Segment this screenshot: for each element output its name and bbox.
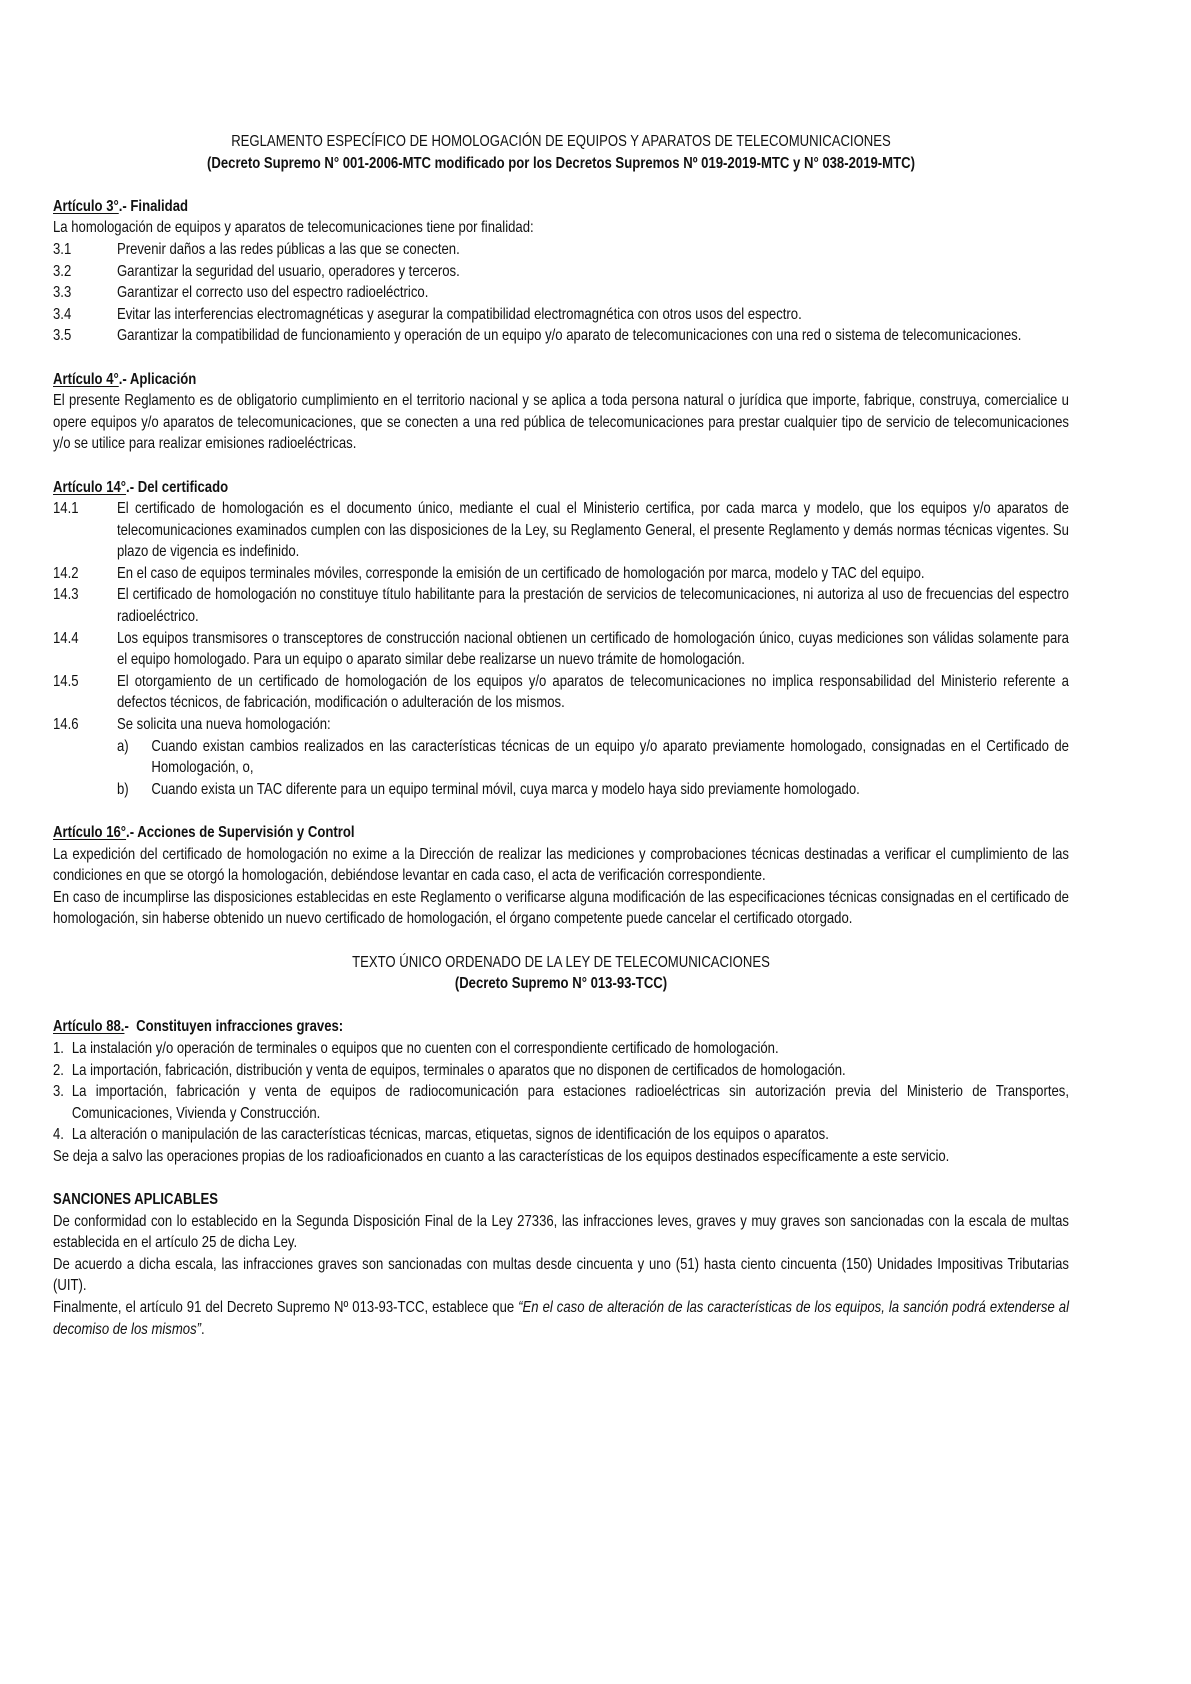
sanciones-section — [53, 1189, 1069, 1340]
article-14-title: .- Del certificado — [126, 478, 229, 496]
item-text: El certificado de homologación es el documento único, mediante el cual el Ministerio certifica, por cada marca y modelo, que los equipos y/o aparatos de telecomunicaciones examinados cumplen con las disposiciones de la Ley, su Reglamento General, el presente Reglamento y demás normas técnicas vigentes. Su plazo de vigencia es indefinido. — [116, 500, 1069, 561]
list-item — [53, 498, 1069, 563]
item-number: 14.3 — [53, 586, 79, 604]
list-item — [53, 261, 1069, 283]
article-16-paragraph-1: La expedición del certificado de homologación no exime a la Dirección de realizar las mediciones y comprobaciones técnicas destinadas a verificar el cumplimiento de las condiciones en que se otorgó la homologación, debiéndose levantar en cada caso, el acta de verificación correspondiente. — [53, 845, 1069, 885]
list-item — [53, 282, 1069, 304]
title-reglamento — [53, 131, 1069, 174]
item-number: 3.3 — [53, 284, 72, 302]
list-item — [53, 325, 1069, 347]
item-number: 3.5 — [53, 327, 72, 345]
sanciones-paragraph-1: De conformidad con lo establecido en la Segunda Disposición Final de la Ley 27336, las infracciones leves, graves y muy graves son sancionadas con la escala de multas establecida en el artículo 25 de dicha Ley. — [53, 1212, 1069, 1252]
item-text: Se solicita una nueva homologación: — [116, 716, 331, 734]
article-3-label: Artículo 3° — [53, 197, 119, 215]
sub-list-item — [53, 736, 1069, 779]
title-ley-line1: TEXTO ÚNICO ORDENADO DE LA LEY DE TELECOMUNICACIONES — [352, 953, 770, 971]
item-text: El otorgamiento de un certificado de homologación de los equipos y/o aparatos de telecomunicaciones no implica responsabilidad del Ministerio referente a defectos técnicos, de fabricación, modificación o adulteración de los mismos. — [116, 672, 1069, 712]
item-number: 14.6 — [53, 716, 79, 734]
list-item — [53, 584, 1069, 627]
list-item — [53, 563, 1069, 585]
sanciones-paragraph-2: De acuerdo a dicha escala, las infracciones graves son sancionadas con multas desde cincuenta y uno (51) hasta ciento cincuenta (150) Unidades Impositivas Tributarias (UIT). — [53, 1255, 1069, 1295]
sanciones-p3-suffix: . — [201, 1320, 205, 1338]
article-3-heading — [53, 196, 1069, 218]
article-4-text: El presente Reglamento es de obligatorio cumplimiento en el territorio nacional y se aplica a toda persona natural o jurídica que importe, fabrique, construya, comercialice u opere equipos y/o aparatos de telecomunicaciones, que se conecten a una red pública de telecomunicaciones para prestar cualquier tipo de servicio de telecomunicaciones y/o se utilice para realizar emisiones radioeléctricas. — [53, 392, 1069, 453]
list-item — [53, 304, 1069, 326]
item-text: La alteración o manipulación de las características técnicas, marcas, etiquetas, signos de identificación de los equipos o aparatos. — [71, 1126, 829, 1144]
item-text: La importación, fabricación y venta de equipos de radiocomunicación para estaciones radioeléctricas sin autorización previa del Ministerio de Transportes, Comunicaciones, Vivienda y Construcción. — [71, 1083, 1069, 1122]
list-item — [53, 1124, 1069, 1146]
title-reglamento-line2: (Decreto Supremo N° 001-2006-MTC modificado por los Decretos Supremos Nº 019-2019-MTC y N° 038-2019-MTC) — [207, 154, 915, 172]
article-88 — [53, 1016, 1069, 1167]
article-4-label: Artículo 4° — [53, 370, 119, 388]
item-number: 14.2 — [53, 564, 79, 582]
article-4 — [53, 369, 1069, 455]
sanciones-p3-quote: “En el caso de alteración de las características de los equipos, la sanción podrá extenderse al decomiso de los mismos” — [53, 1299, 1069, 1338]
title-ley-line2: (Decreto Supremo N° 013-93-TCC) — [454, 975, 668, 993]
article-3-intro: La homologación de equipos y aparatos de telecomunicaciones tiene por finalidad: — [53, 219, 534, 237]
item-number: 14.1 — [53, 500, 79, 518]
sanciones-p3-prefix: Finalmente, el artículo 91 del Decreto Supremo Nº 013-93-TCC, establece que — [53, 1299, 519, 1317]
article-88-closing: Se deja a salvo las operaciones propias de los radioaficionados en cuanto a las características de los equipos destinados específicamente a este servicio. — [53, 1147, 950, 1165]
list-item — [53, 714, 1069, 736]
item-number: 3.4 — [53, 305, 72, 323]
item-number: 1. — [53, 1039, 64, 1057]
item-text: La importación, fabricación, distribución y venta de equipos, terminales o aparatos que no disponen de certificados de homologación. — [71, 1061, 846, 1079]
list-item — [53, 671, 1069, 714]
item-number: 3. — [53, 1083, 64, 1101]
sub-item-letter: b) — [116, 780, 129, 798]
sub-item-text: Cuando existan cambios realizados en las características técnicas de un equipo y/o aparato previamente homologado, consignadas en el Certificado de Homologación, o, — [151, 737, 1069, 777]
item-number: 14.5 — [53, 672, 79, 690]
item-text: Garantizar el correcto uso del espectro radioeléctrico. — [116, 284, 429, 302]
item-text: Garantizar la compatibilidad de funcionamiento y operación de un equipo y/o aparato de telecomunicaciones con una red o sistema de telecomunicaciones. — [116, 327, 1022, 345]
article-16-heading — [53, 822, 1069, 844]
sub-item-text: Cuando exista un TAC diferente para un equipo terminal móvil, cuya marca y modelo haya sido previamente homologado. — [151, 780, 860, 798]
item-number: 3.2 — [53, 262, 72, 280]
document-page — [53, 131, 1069, 1340]
list-item — [53, 628, 1069, 671]
list-item — [53, 1060, 1069, 1082]
sub-list-item — [53, 779, 1069, 801]
sanciones-title: SANCIONES APLICABLES — [53, 1191, 218, 1209]
item-number: 2. — [53, 1061, 64, 1079]
list-item — [53, 239, 1069, 261]
article-3-title: .- Finalidad — [118, 197, 189, 215]
article-14-heading — [53, 477, 1069, 499]
item-text: Los equipos transmisores o transceptores de construcción nacional obtienen un certificado de homologación único, cuyas mediciones son válidas solamente para el equipo homologado. Para un equipo o aparato similar debe realizarse un nuevo trámite de homologación. — [116, 629, 1069, 669]
article-14-label: Artículo 14° — [53, 478, 127, 496]
article-4-heading — [53, 369, 1069, 391]
article-3 — [53, 196, 1069, 347]
item-text: La instalación y/o operación de terminales o equipos que no cuenten con el correspondiente certificado de homologación. — [71, 1039, 779, 1057]
item-text: Evitar las interferencias electromagnéticas y asegurar la compatibilidad electromagnética con otros usos del espectro. — [116, 305, 802, 323]
article-16 — [53, 822, 1069, 930]
item-number: 3.1 — [53, 240, 72, 258]
article-88-label: Artículo 88. — [53, 1018, 125, 1036]
article-16-label: Artículo 16° — [53, 824, 127, 841]
article-88-title: - Constituyen infracciones graves: — [124, 1018, 344, 1036]
item-number: 4. — [53, 1126, 64, 1144]
sanciones-paragraph-3 — [53, 1297, 1069, 1340]
title-reglamento-line1: REGLAMENTO ESPECÍFICO DE HOMOLOGACIÓN DE EQUIPOS Y APARATOS DE TELECOMUNICACIONES — [231, 133, 891, 150]
item-text: El certificado de homologación no constituye título habilitante para la prestación de servicios de telecomunicaciones, ni autoriza al uso de frecuencias del espectro radioeléctrico. — [116, 586, 1069, 626]
item-text: En el caso de equipos terminales móviles, corresponde la emisión de un certificado de homologación por marca, modelo y TAC del equipo. — [116, 564, 925, 582]
article-16-paragraph-2: En caso de incumplirse las disposiciones establecidas en este Reglamento o verificarse alguna modificación de las especificaciones técnicas consignadas en el certificado de homologación, sin haberse obtenido un nuevo certificado de homologación, el órgano competente puede cancelar el certificado otorgado. — [53, 888, 1069, 928]
list-item — [53, 1081, 1069, 1124]
article-14 — [53, 477, 1069, 801]
article-88-heading — [53, 1016, 1069, 1038]
item-text: Garantizar la seguridad del usuario, operadores y terceros. — [116, 262, 460, 280]
article-16-title: .- Acciones de Supervisión y Control — [126, 824, 355, 841]
list-item — [53, 1038, 1069, 1060]
item-number: 14.4 — [53, 629, 79, 647]
item-text: Prevenir daños a las redes públicas a las que se conecten. — [116, 240, 460, 258]
sub-item-letter: a) — [116, 737, 129, 755]
article-4-title: .- Aplicación — [118, 370, 197, 388]
title-ley — [53, 952, 1069, 995]
